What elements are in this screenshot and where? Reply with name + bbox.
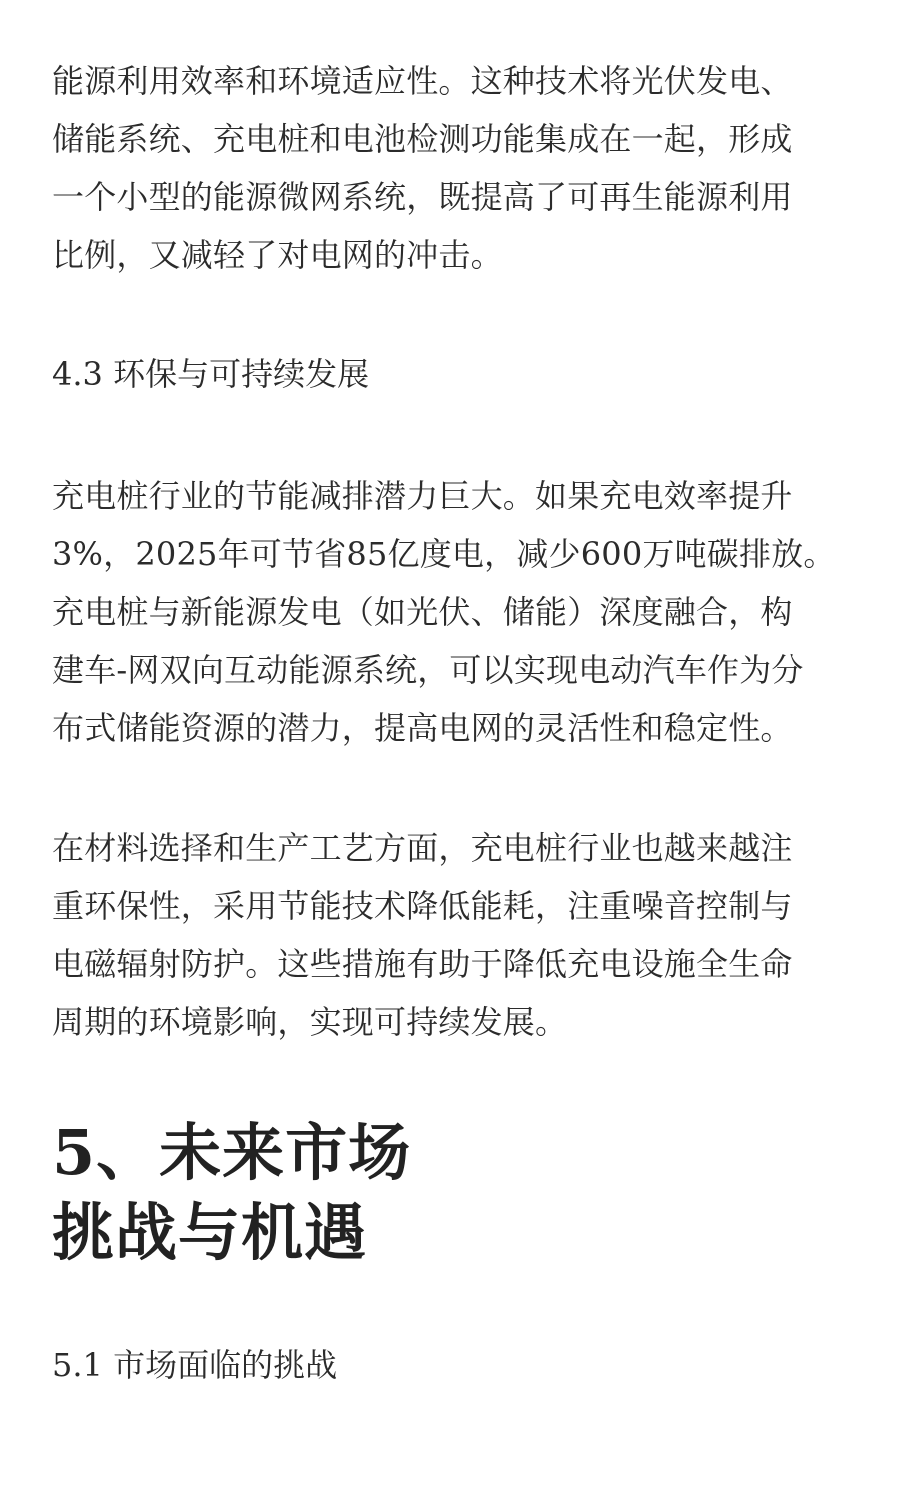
paragraph-energy-saving: [52, 467, 848, 757]
subheading-5-1: 5.1 市场面临的挑战: [52, 1346, 338, 1384]
subheading-4-3: 4.3 环保与可持续发展: [52, 355, 370, 393]
paragraph-line: 在材料选择和生产工艺方面，充电桩行业也越来越注: [52, 829, 793, 867]
paragraph-line: 充电桩与新能源发电（如光伏、储能）深度融合，构: [52, 593, 793, 631]
section-heading-line-2: 挑战与机遇: [52, 1196, 368, 1269]
paragraph-line: 建车-网双向互动能源系统，可以实现电动汽车作为分: [52, 651, 804, 689]
paragraph-line: 比例，又减轻了对电网的冲击。: [52, 236, 503, 274]
paragraph-line: 重环保性，采用节能技术降低能耗，注重噪音控制与: [52, 887, 793, 925]
paragraph-line: 周期的环境影响，实现可持续发展。: [52, 1003, 568, 1041]
section-heading-5: [52, 1113, 848, 1273]
paragraph-line: 电磁辐射防护。这些措施有助于降低充电设施全生命: [52, 945, 793, 983]
paragraph-line: 布式储能资源的潜力，提高电网的灵活性和稳定性。: [52, 709, 793, 747]
paragraph-energy-microgrid: [52, 52, 848, 284]
paragraph-line: 一个小型的能源微网系统，既提高了可再生能源利用: [52, 178, 793, 216]
paragraph-line: 充电桩行业的节能减排潜力巨大。如果充电效率提升: [52, 477, 793, 515]
section-heading-line-1: 5、未来市场: [52, 1116, 412, 1189]
paragraph-line: 能源利用效率和环境适应性。这种技术将光伏发电、: [52, 62, 793, 100]
paragraph-materials-production: [52, 819, 848, 1051]
paragraph-line: 3%，2025年可节省85亿度电，减少600万吨碳排放。: [52, 535, 836, 573]
paragraph-line: 储能系统、充电桩和电池检测功能集成在一起，形成: [52, 120, 793, 158]
